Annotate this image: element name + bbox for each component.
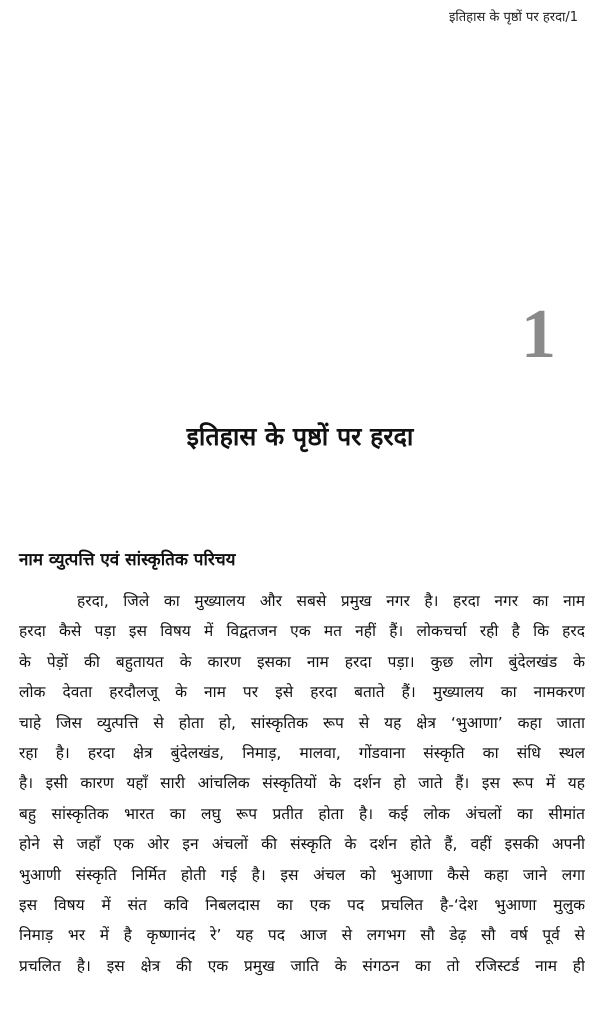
body-line: लोक देवता हरदौलजू के नाम पर इसे हरदा बताते हैं। मुख्यालय का नामकरण bbox=[19, 683, 585, 702]
body-line: चाहे जिस व्युत्पत्ति से होता हो, सांस्कृतिक रूप से यह क्षेत्र ‘भुआणा’ कहा जाता bbox=[19, 713, 585, 732]
body-line: इस विषय में संत कवि निबलदास का एक पद प्रचलित है-‘देश भुआणा मुलुक bbox=[19, 895, 585, 914]
body-paragraph bbox=[19, 586, 585, 981]
chapter-number: 1 bbox=[521, 296, 554, 373]
section-heading: नाम व्युत्पत्ति एवं सांस्कृतिक परिचय bbox=[19, 550, 236, 570]
body-line: हरदा कैसे पड़ा इस विषय में विद्वतजन एक मत नहीं हैं। लोकचर्चा रही है कि हरद bbox=[19, 622, 585, 641]
body-line: निमाड़ भर में है कृष्णानंद रे’ यह पद आज से लगभग सौ डेढ़ सौ वर्ष पूर्व से bbox=[19, 926, 585, 945]
body-line: बहु सांस्कृतिक भारत का लघु रूप प्रतीत होता है। कई लोक अंचलों का सीमांत bbox=[19, 804, 585, 823]
running-head: इतिहास के पृष्ठों पर हरदा/1 bbox=[449, 10, 578, 25]
chapter-title: इतिहास के पृष्ठों पर हरदा bbox=[186, 422, 414, 451]
body-line: प्रचलित है। इस क्षेत्र की एक प्रमुख जाति के संगठन का तो रजिस्टर्ड नाम ही bbox=[19, 956, 585, 975]
body-line: होने से जहाँ एक ओर इन अंचलों की संस्कृति के दर्शन होते हैं, वहीं इसकी अपनी bbox=[19, 835, 585, 854]
body-line: रहा है। हरदा क्षेत्र बुंदेलखंड, निमाड़, मालवा, गोंडवाना संस्कृति का संधि स्थल bbox=[19, 743, 585, 762]
body-line: हरदा, जिले का मुख्यालय और सबसे प्रमुख नगर है। हरदा नगर का नाम bbox=[77, 592, 585, 610]
body-line: है। इसी कारण यहाँ सारी आंचलिक संस्कृतियों के दर्शन हो जाते हैं। इस रूप में यह bbox=[19, 774, 585, 793]
body-line: भुआणी संस्कृति निर्मित होती गई है। इस अंचल को भुआणा कैसे कहा जाने लगा bbox=[19, 865, 585, 884]
body-line: के पेड़ों की बहुतायत के कारण इसका नाम हरदा पड़ा। कुछ लोग बुंदेलखंड के bbox=[19, 652, 585, 671]
